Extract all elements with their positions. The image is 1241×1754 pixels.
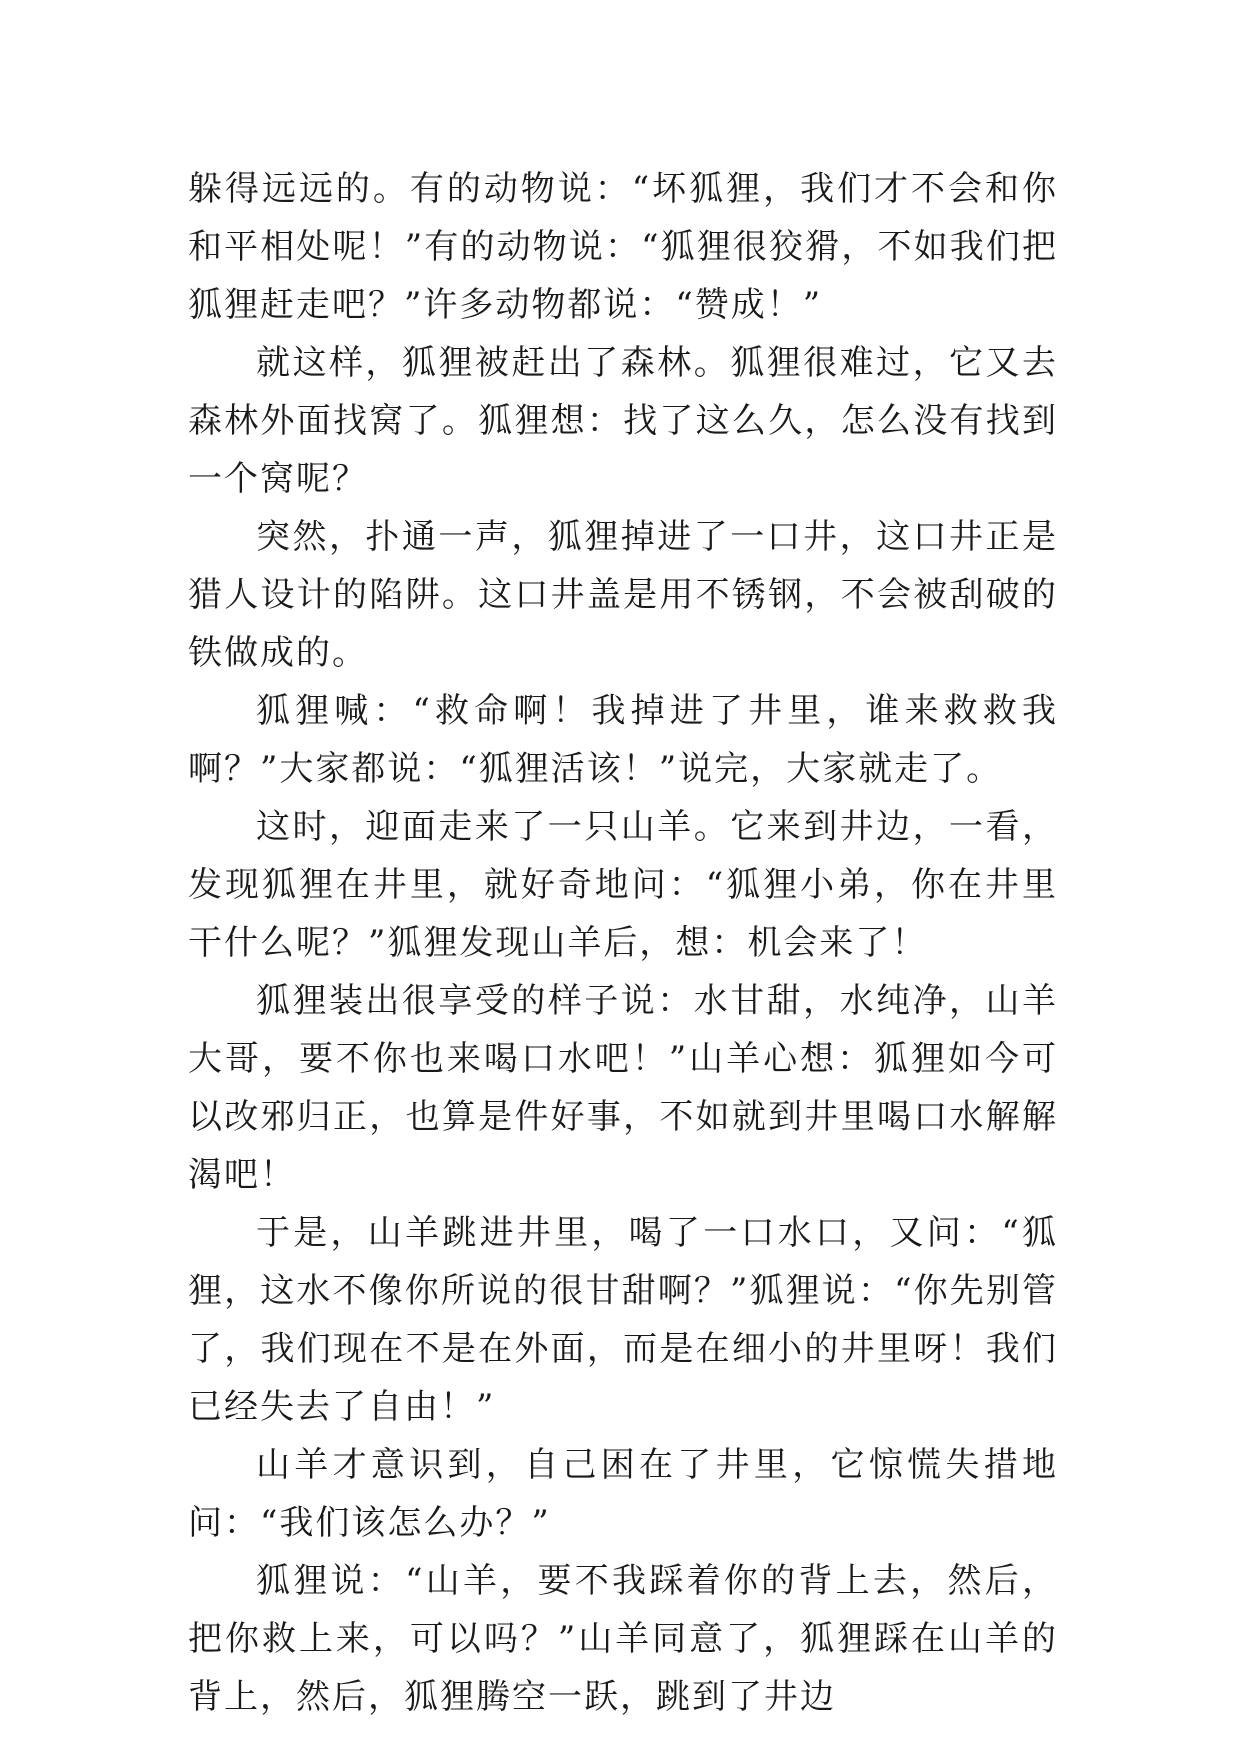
paragraph-6: 狐狸装出很享受的样子说：水甘甜，水纯净，山羊大哥，要不你也来喝口水吧！”山羊心想：狐狸如今可以改邪归正，也算是件好事，不如就到井里喝口水解解渴吧！ — [188, 981, 1058, 1195]
paragraph-8: 山羊才意识到，自己困在了井里，它惊慌失措地问：“我们该怎么办？” — [188, 1445, 1058, 1543]
paragraph-3: 突然，扑通一声，狐狸掉进了一口井，这口井正是猎人设计的陷阱。这口井盖是用不锈钢，不会被刮破的铁做成的。 — [188, 517, 1058, 673]
story-text — [188, 160, 1058, 1726]
paragraph-4: 狐狸喊：“救命啊！我掉进了井里，谁来救救我啊？”大家都说：“狐狸活该！”说完，大家就走了。 — [188, 691, 1058, 789]
paragraph-2: 就这样，狐狸被赶出了森林。狐狸很难过，它又去森林外面找窝了。狐狸想：找了这么久，怎么没有找到一个窝呢？ — [188, 343, 1058, 499]
paragraph-7: 于是，山羊跳进井里，喝了一口水口，又问：“狐狸，这水不像你所说的很甘甜啊？”狐狸说：“你先别管了，我们现在不是在外面，而是在细小的井里呀！我们已经失去了自由！” — [188, 1213, 1058, 1427]
paragraph-5: 这时，迎面走来了一只山羊。它来到井边，一看，发现狐狸在井里，就好奇地问：“狐狸小弟，你在井里干什么呢？”狐狸发现山羊后，想：机会来了！ — [188, 807, 1058, 963]
paragraph-1: 躲得远远的。有的动物说：“坏狐狸，我们才不会和你和平相处呢！”有的动物说：“狐狸很狡猾，不如我们把狐狸赶走吧？”许多动物都说：“赞成！” — [188, 169, 1058, 325]
paragraph-9: 狐狸说：“山羊，要不我踩着你的背上去，然后，把你救上来，可以吗？”山羊同意了，狐狸踩在山羊的背上，然后，狐狸腾空一跃，跳到了井边 — [188, 1561, 1058, 1717]
